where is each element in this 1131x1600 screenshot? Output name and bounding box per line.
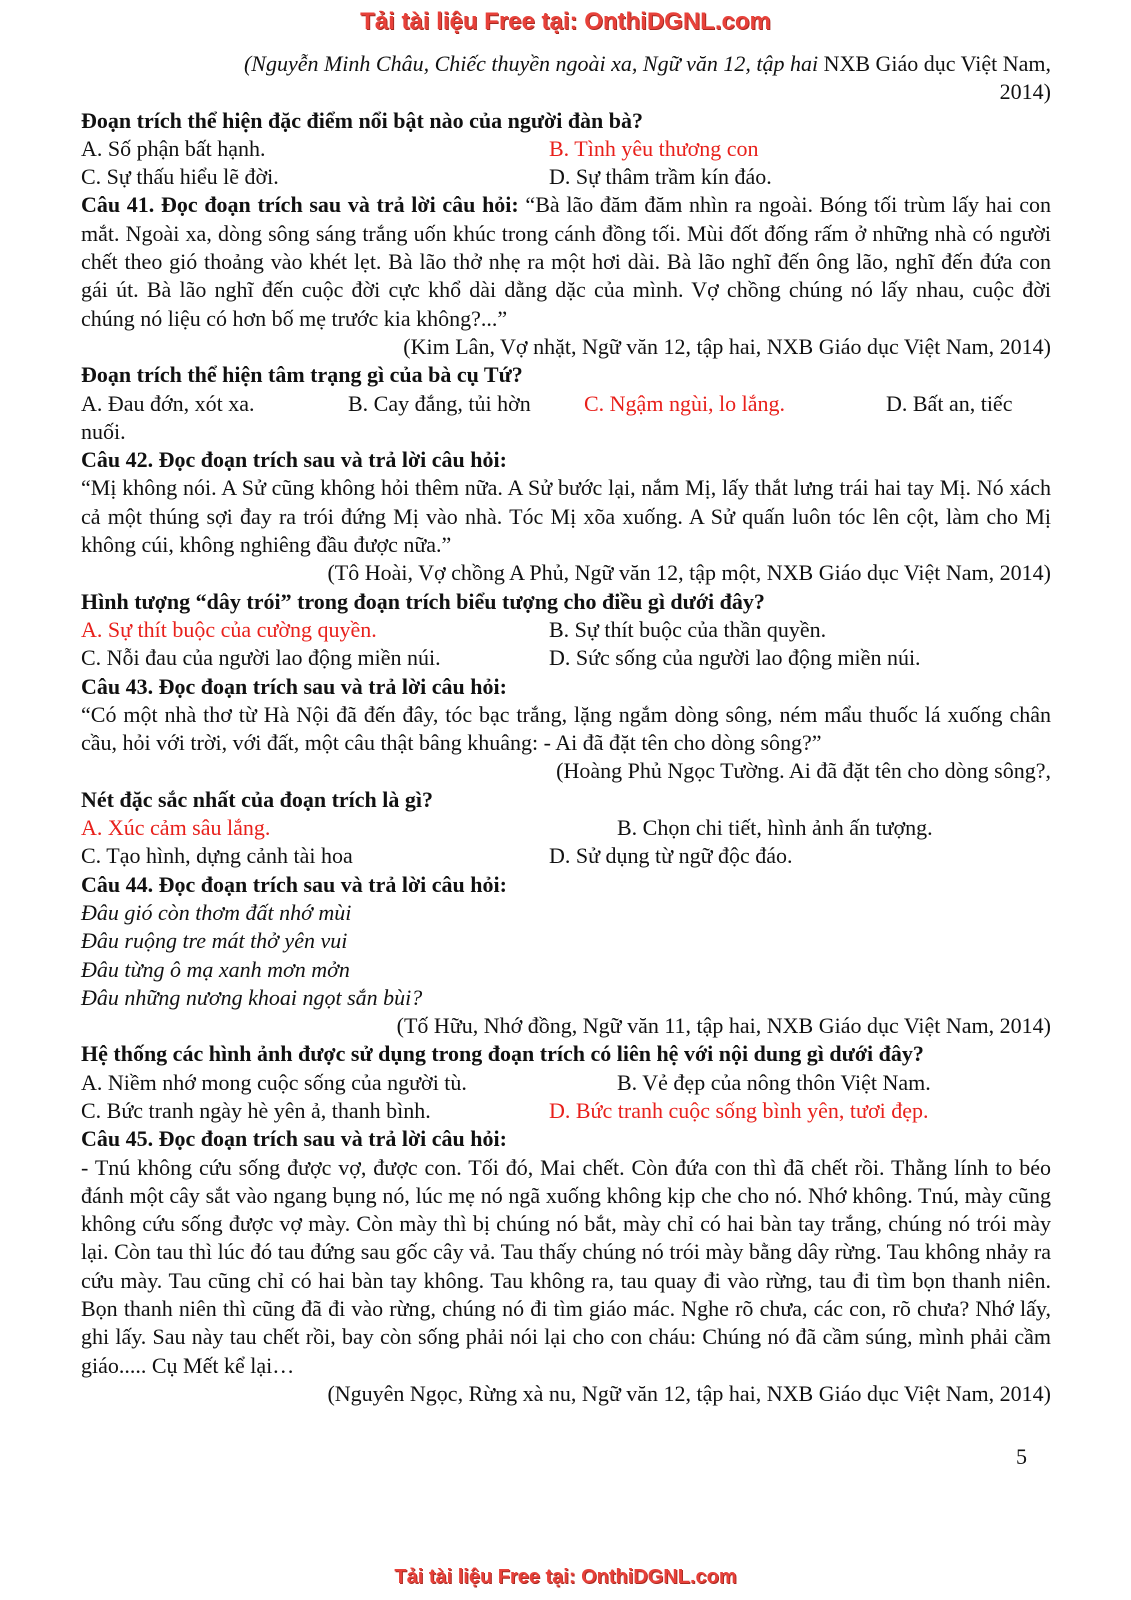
q41-options-row — [81, 390, 1051, 418]
q43-label: Câu 43. Đọc đoạn trích sau và trả lời câu hỏi: — [81, 673, 507, 699]
q41-source: (Kim Lân, Vợ nhặt, Ngữ văn 12, tập hai, NXB Giáo dục Việt Nam, 2014) — [403, 333, 1051, 359]
q44-source: (Tố Hữu, Nhớ đồng, Ngữ văn 11, tập hai, NXB Giáo dục Việt Nam, 2014) — [396, 1013, 1051, 1039]
page-content — [81, 50, 1051, 1408]
q43-option-a-answer: A. Xúc cảm sâu lắng. — [81, 815, 271, 841]
q44-label: Câu 44. Đọc đoạn trích sau và trả lời câu hỏi: — [81, 871, 507, 897]
q43-option-d: D. Sử dụng từ ngữ độc đáo. — [549, 843, 793, 869]
header-banner[interactable]: Tải tài liệu Free tại: OnthiDGNL.com — [360, 8, 771, 35]
q43-question: Nét đặc sắc nhất của đoạn trích là gì? — [81, 786, 433, 812]
q44-option-a: A. Niềm nhớ mong cuộc sống của người tù. — [81, 1069, 467, 1095]
q41-block — [81, 191, 1051, 332]
q44-options-row-2 — [81, 1097, 1051, 1125]
q43-options-row-2 — [81, 842, 1051, 870]
q45-passage: - Tnú không cứu sống được vợ, được con. Tối đó, Mai chết. Còn đứa con thì đã chết rồi. Thằng lính to béo đánh một cây sắt vào ngang bụng nó, lúc mẹ nó ngã xuống không kịp che cho nó. Nhớ không. Tnú, mày cũng không cứu sống được vợ mày. Còn mày thì bị chúng nó bắt, mày chỉ có hai bàn tay trắng, chúng nó trói mày lại. Còn tau thì lúc đó tau đứng sau gốc cây vả. Tau thấy chúng nó trói mày bằng dây rừng. Tau không nhảy ra cứu mày. Tau cũng chỉ có hai bàn tay không. Tau không ra, tau quay đi vào rừng, tau đi tìm bọn thanh niên. Bọn thanh niên thì cũng đã đi vào rừng, chúng nó đi tìm giáo mác. Nghe rõ chưa, các con, rõ chưa? Nhớ lấy, ghi lấy. Sau này tau chết rồi, bay còn sống phải nói lại cho con cháu: Chúng nó đã cầm súng, mình phải cầm giáo..... Cụ Mết kể lại… — [81, 1154, 1051, 1378]
q43-options-row-1 — [81, 814, 1051, 842]
q41-option-b: B. Cay đắng, tủi hờn — [348, 390, 531, 416]
top-source-line-2: 2014) — [999, 79, 1051, 105]
top-source-italic: (Nguyễn Minh Châu, Chiếc thuyền ngoài xa, Ngữ văn 12, tập hai — [243, 51, 819, 76]
q42-passage: “Mị không nói. A Sử cũng không hỏi thêm nữa. A Sử bước lại, nắm Mị, lấy thắt lưng trái hai tay Mị. Nó xách cả một thúng sợi đay ra trói đứng Mị vào nhà. Tóc Mị xõa xuống. A Sử quấn luôn tóc lên cột, làm cho Mị không cúi, không nghiêng đầu được nữa.” — [81, 475, 1051, 558]
q41-question: Đoạn trích thể hiện tâm trạng gì của bà cụ Tứ? — [81, 362, 523, 388]
page-number: 5 — [1016, 1444, 1027, 1469]
q45-source: (Nguyên Ngọc, Rừng xà nu, Ngữ văn 12, tập hai, NXB Giáo dục Việt Nam, 2014) — [327, 1380, 1051, 1406]
q40-option-d: D. Sự thâm trầm kín đáo. — [549, 164, 772, 190]
q42-options-row-1 — [81, 616, 1051, 644]
q44-option-b: B. Vẻ đẹp của nông thôn Việt Nam. — [617, 1069, 931, 1095]
q41-passage: “Bà lão đăm đăm nhìn ra ngoài. Bóng tối trùm lấy hai con mắt. Ngoài xa, dòng sông sáng trắng uốn khúc trong cánh đồng tối. Mùi đốt đống rấm ở những nhà có người chết theo gió thoảng vào khét lẹt. Bà lão thở nhẹ ra một hơi dài. Bà lão nghĩ đến ông lão, nghĩ đến đứa con gái út. Bà lão nghĩ đến cuộc đời cực khổ dài dằng dặc của mình. Vợ chồng chúng nó lấy nhau, cuộc đời chúng nó liệu có hơn bố mẹ trước kia không?...” — [81, 192, 1051, 331]
top-source-normal: NXB Giáo dục Việt Nam, — [818, 51, 1051, 76]
q40-options-row-2 — [81, 163, 1051, 191]
q44-poem-line-1: Đâu gió còn thơm đất nhớ mùi — [81, 899, 352, 925]
q42-option-c: C. Nỗi đau của người lao động miền núi. — [81, 645, 441, 671]
q45-label: Câu 45. Đọc đoạn trích sau và trả lời câu hỏi: — [81, 1126, 507, 1152]
q44-poem-line-3: Đâu từng ô mạ xanh mơn mởn — [81, 956, 350, 982]
q42-question: Hình tượng “dây trói” trong đoạn trích biểu tượng cho điều gì dưới đây? — [81, 588, 765, 614]
q41-option-a: A. Đau đớn, xót xa. — [81, 390, 255, 416]
q42-source: (Tô Hoài, Vợ chồng A Phủ, Ngữ văn 12, tập một, NXB Giáo dục Việt Nam, 2014) — [327, 560, 1051, 586]
q44-poem-line-2: Đâu ruộng tre mát thở yên vui — [81, 928, 348, 954]
q41-option-d-continued: nuối. — [81, 418, 126, 444]
q43-passage: “Có một nhà thơ từ Hà Nội đã đến đây, tóc bạc trắng, lặng ngắm dòng sông, ném mẩu thuốc lá xuống chân cầu, hỏi với trời, với đất, một câu thật bâng khuâng: - Ai đã đặt tên cho dòng sông?” — [81, 701, 1051, 756]
top-source-line — [81, 50, 1051, 78]
footer-banner[interactable]: Tải tài liệu Free tại: OnthiDGNL.com — [394, 1566, 737, 1588]
q42-options-row-2 — [81, 644, 1051, 672]
q40-option-a: A. Số phận bất hạnh. — [81, 135, 266, 161]
q42-option-b: B. Sự thít buộc của thần quyền. — [549, 616, 827, 642]
q43-option-c: C. Tạo hình, dựng cảnh tài hoa — [81, 843, 353, 869]
q44-question: Hệ thống các hình ảnh được sử dụng trong đoạn trích có liên hệ với nội dung gì dưới đây? — [81, 1041, 924, 1067]
q42-label: Câu 42. Đọc đoạn trích sau và trả lời câu hỏi: — [81, 447, 507, 473]
q43-option-b: B. Chọn chi tiết, hình ảnh ấn tượng. — [617, 815, 933, 841]
q40-question: Đoạn trích thể hiện đặc điểm nổi bật nào của người đàn bà? — [81, 107, 644, 133]
q43-source: (Hoàng Phủ Ngọc Tường. Ai đã đặt tên cho dòng sông?, — [556, 758, 1051, 784]
q44-options-row-1 — [81, 1069, 1051, 1097]
q44-option-d-answer: D. Bức tranh cuộc sống bình yên, tươi đẹp. — [549, 1097, 929, 1123]
q42-option-d: D. Sức sống của người lao động miền núi. — [549, 645, 921, 671]
q41-label: Câu 41. Đọc đoạn trích sau và trả lời câu hỏi: — [81, 192, 519, 218]
q41-option-d: D. Bất an, tiếc — [886, 390, 1013, 416]
q44-poem-line-4: Đâu những nương khoai ngọt sắn bùi? — [81, 984, 423, 1010]
q44-option-c: C. Bức tranh ngày hè yên ả, thanh bình. — [81, 1097, 431, 1123]
q40-options-row-1 — [81, 135, 1051, 163]
q40-option-b-answer: B. Tình yêu thương con — [549, 135, 759, 161]
q40-option-c: C. Sự thấu hiểu lẽ đời. — [81, 164, 279, 190]
q41-option-c-answer: C. Ngậm ngùi, lo lắng. — [584, 390, 786, 416]
q42-option-a-answer: A. Sự thít buộc của cường quyền. — [81, 616, 377, 642]
